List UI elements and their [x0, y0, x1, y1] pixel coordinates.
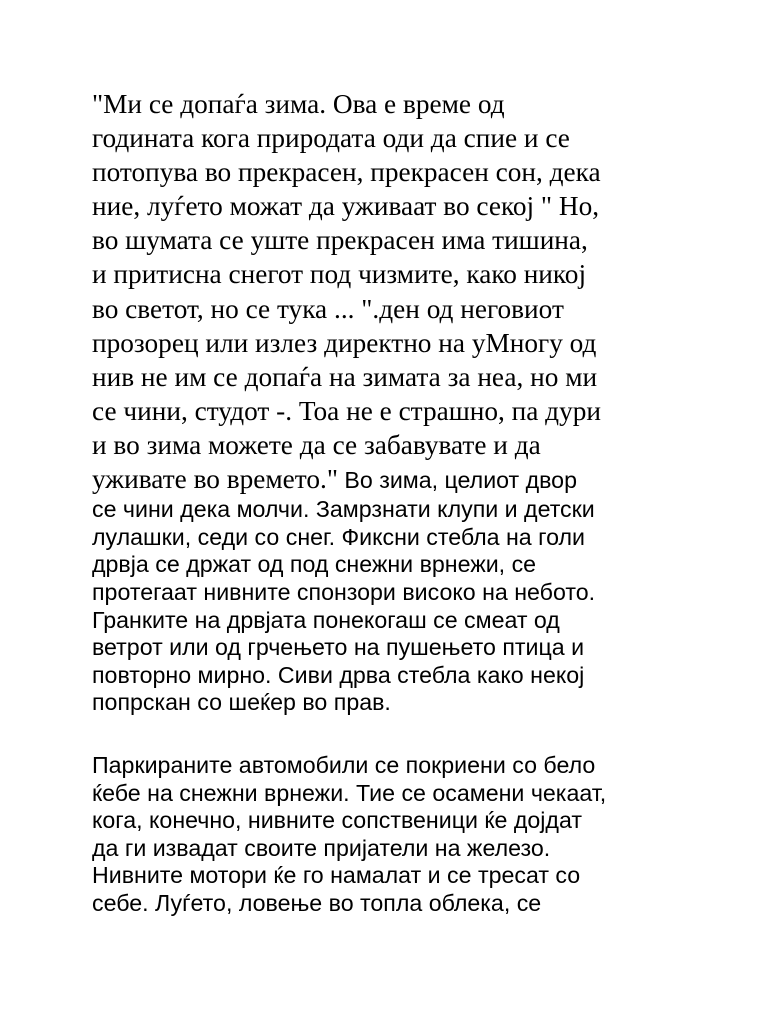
paragraph-1 — [92, 87, 686, 717]
text-line: и притисна снегот под чизмите, како никој — [92, 259, 587, 290]
text-line: ќебе на снежни врнежи. Тие се осамени чекаат, — [92, 779, 607, 806]
text-line: Гранките на дрвјата понекогаш се смеат од — [92, 606, 560, 633]
text-line: ветрот или од грчењето на пушењето птица и — [92, 634, 585, 661]
text-line: потопува во прекрасен, прекрасен сон, дека — [92, 157, 601, 188]
text-line: "Ми се допаѓа зима. Ова е време од — [92, 89, 505, 119]
text-line: Паркираните автомобили се покриени со бело — [92, 752, 596, 778]
text-line: попрскан со шеќер во прав. — [92, 689, 391, 716]
text-line: во светот, но се тука ... ".ден од неговиот — [92, 293, 564, 324]
paragraph-2 — [92, 752, 686, 918]
text-line: прозорец или излез директно на уМногу од — [92, 327, 597, 358]
mixed-line-sans-part: Во зима, целиот двор — [337, 467, 577, 494]
text-line: повторно мирно. Сиви дрва стебла како некој — [92, 661, 585, 688]
text-line: во шумата се уште прекрасен има тишина, — [92, 225, 588, 256]
text-line: лулашки, седи со снег. Фиксни стебла на голи — [92, 523, 585, 550]
paragraph-1-serif-block — [92, 87, 686, 496]
text-line: дрвја се држат од под снежни врнежи, се — [92, 551, 537, 578]
mixed-line-serif-part: уживате во времето." — [92, 464, 338, 495]
text-line: ние, луѓето можат да уживаат во секој " Но, — [92, 191, 600, 222]
text-line: да ги извадат своите пријатели на железо. — [92, 834, 551, 861]
text-line: протегаат нивните спонзори високо на небото. — [92, 578, 596, 605]
text-line: годината кога природата оди да спие и се — [92, 123, 570, 154]
text-line: се чини дека молчи. Замрзнати клупи и детски — [92, 496, 595, 523]
text-line: себе. Луѓето, ловење во топла облека, се — [92, 889, 542, 916]
text-line: нив не им се допаѓа на зимата за неа, но ми — [92, 361, 598, 392]
text-line: Нивните мотори ќе го намалат и се тресат со — [92, 862, 581, 889]
text-line: кога, конечно, нивните сопственици ќе дојдат — [92, 807, 582, 834]
text-line: се чини, студот -. Тоа не е страшно, па дури — [92, 395, 601, 426]
text-line: и во зима можете да се забавувате и да — [92, 429, 541, 460]
mixed-font-line — [92, 462, 686, 496]
paragraph-1-sans-block — [92, 496, 686, 717]
